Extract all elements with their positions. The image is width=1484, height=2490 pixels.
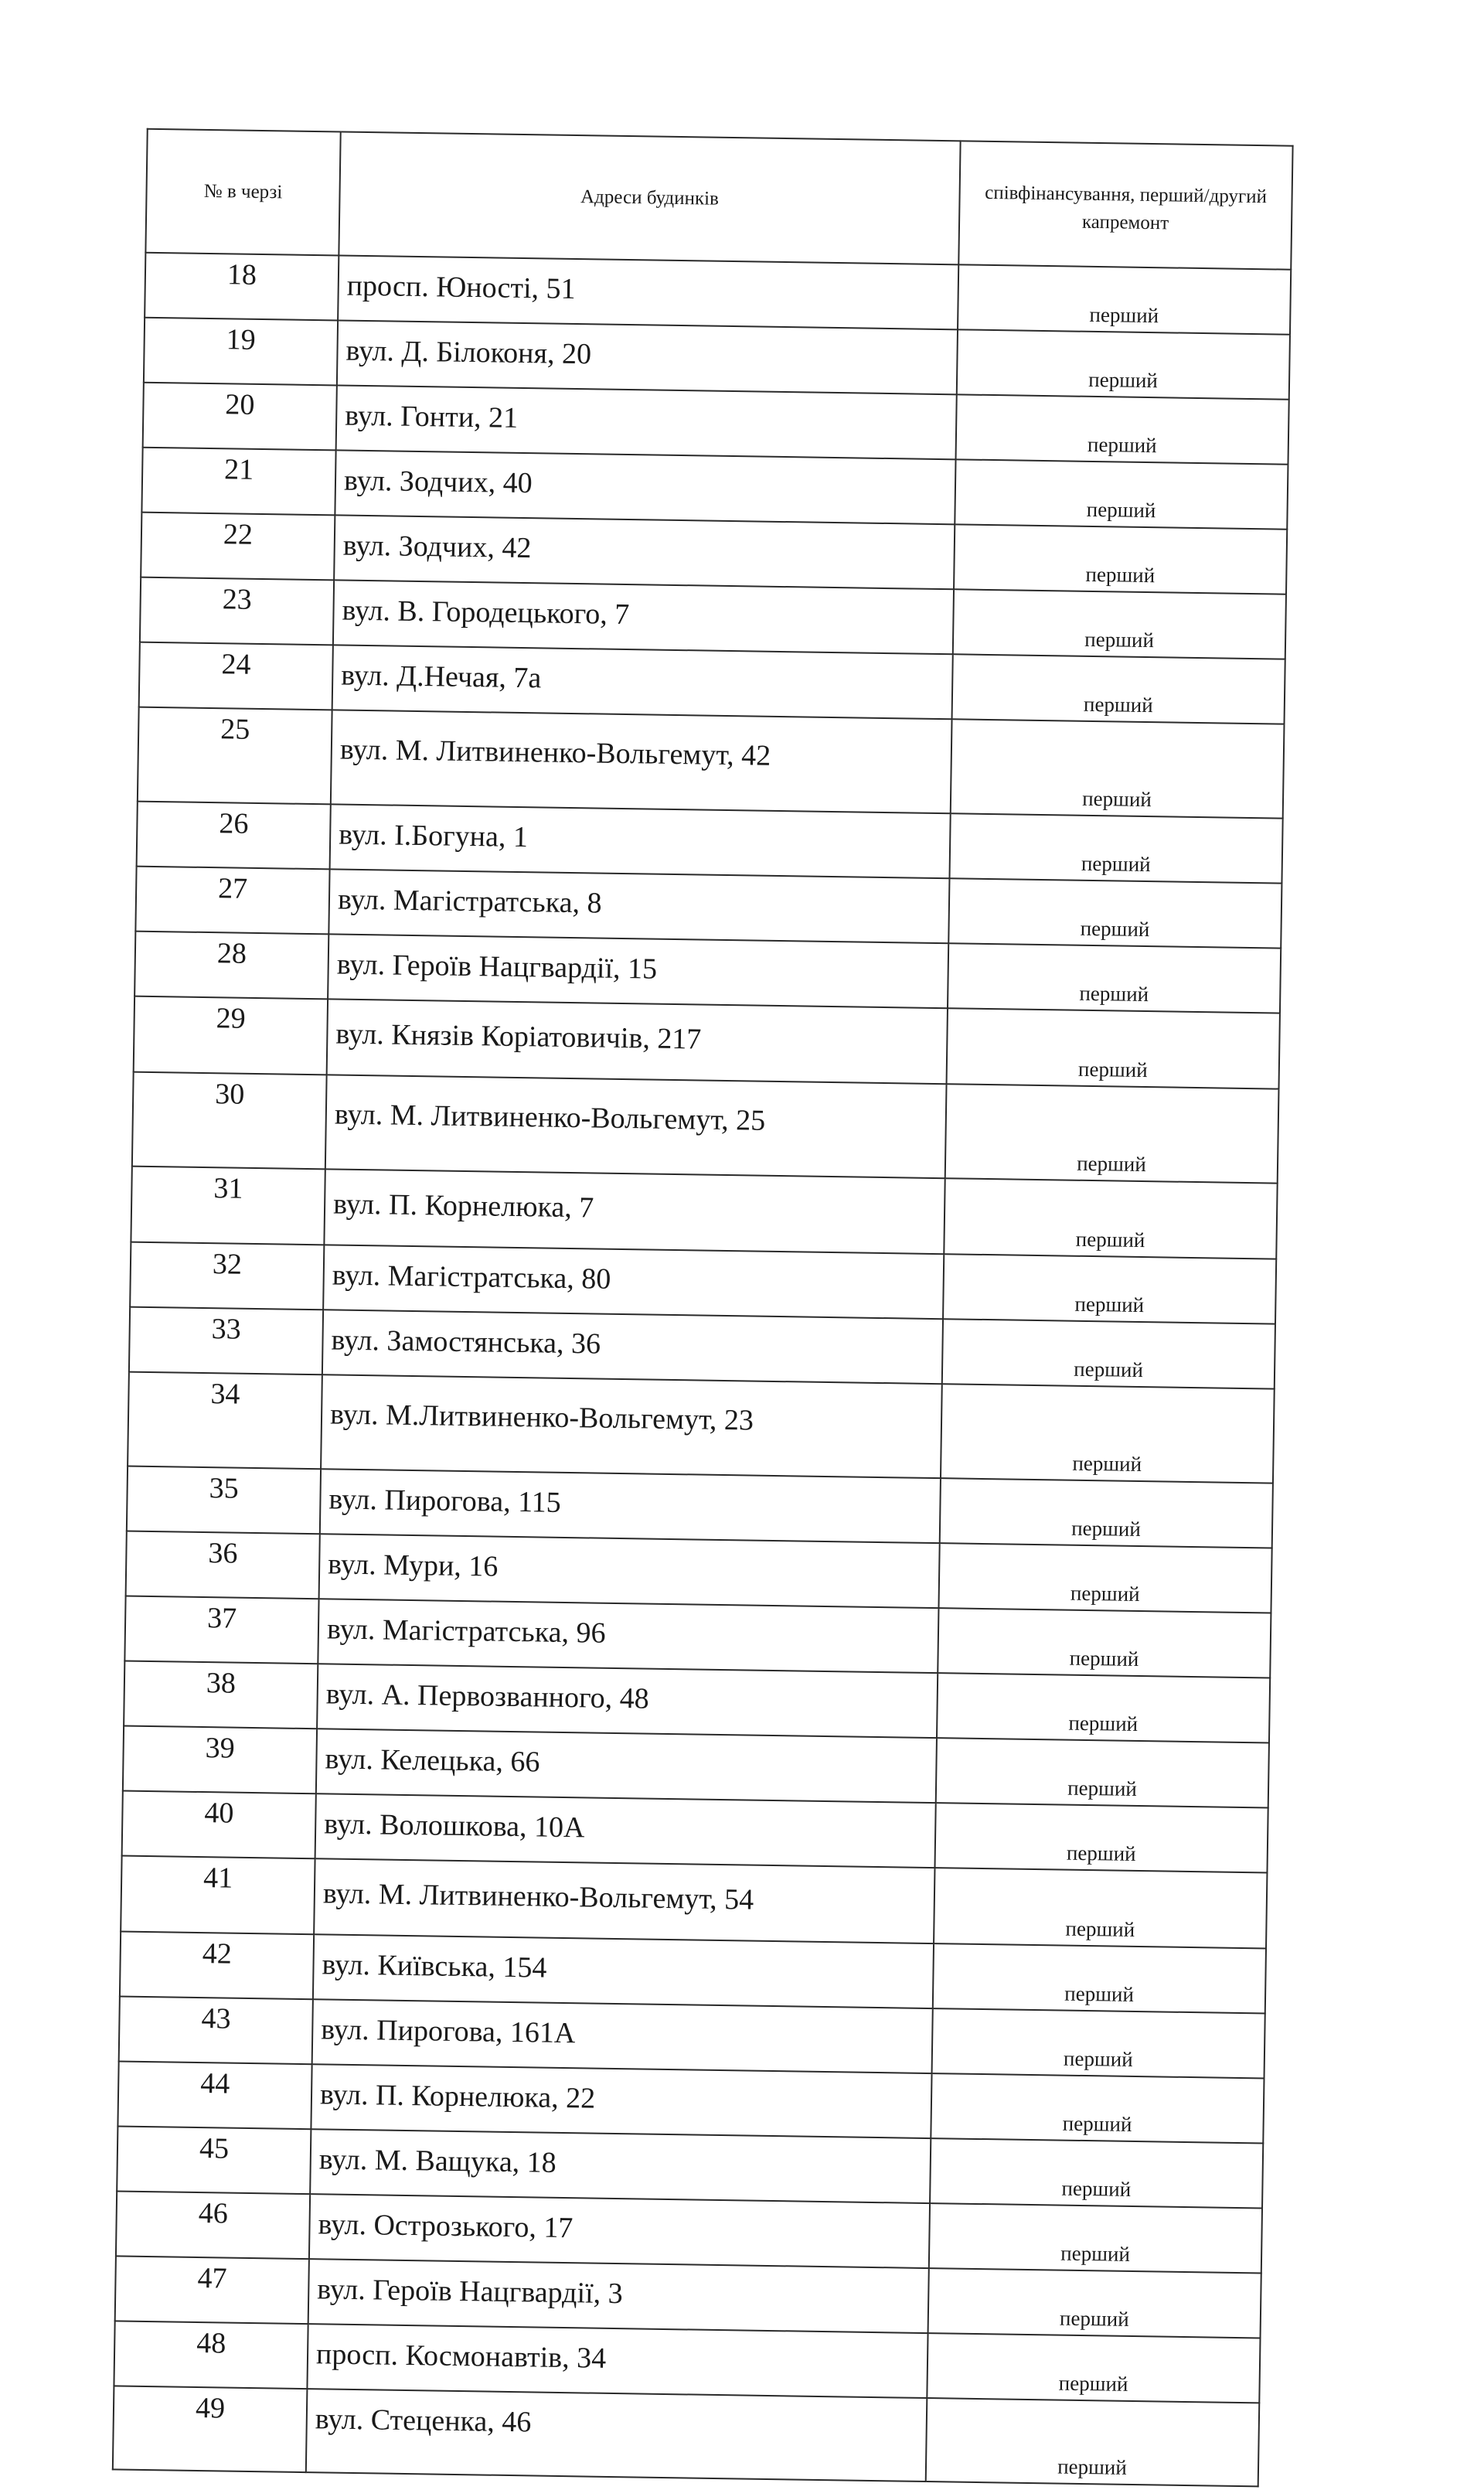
- cofinancing-cell: перший: [929, 2203, 1262, 2273]
- cofinancing-cell: перший: [943, 1254, 1276, 1323]
- address-cell: вул. Зодчих, 40: [335, 450, 955, 524]
- queue-number-cell: 30: [132, 1072, 327, 1170]
- address-cell: вул. Мури, 16: [319, 1534, 940, 1608]
- queue-number-cell: 40: [122, 1791, 316, 1859]
- cofinancing-cell: перший: [938, 1543, 1271, 1613]
- header-address: Адреси будинків: [339, 131, 960, 264]
- queue-number-cell: 43: [119, 1996, 313, 2064]
- address-cell: вул. Гонти, 21: [336, 385, 957, 459]
- queue-number-cell: 33: [129, 1307, 323, 1375]
- address-cell: вул. Д.Нечая, 7а: [332, 645, 953, 719]
- queue-number-cell: 35: [127, 1466, 321, 1535]
- cofinancing-cell: перший: [951, 719, 1285, 818]
- cofinancing-cell: перший: [937, 1673, 1270, 1742]
- address-cell: вул. П. Корнелюка, 22: [311, 2064, 931, 2138]
- address-cell: просп. Космонавтів, 34: [307, 2324, 928, 2398]
- address-cell: вул. Героїв Нацгвардії, 15: [328, 934, 948, 1008]
- cofinancing-cell: перший: [928, 2268, 1261, 2338]
- address-cell: вул. Замостянська, 36: [322, 1310, 943, 1384]
- table-row: [113, 2386, 1259, 2486]
- queue-number-cell: 37: [124, 1596, 318, 1664]
- cofinancing-cell: перший: [936, 1738, 1269, 1807]
- cofinancing-cell: перший: [956, 394, 1289, 464]
- address-cell: вул. Магістратська, 8: [328, 869, 949, 943]
- address-cell: вул. Д. Білоконя, 20: [337, 320, 958, 394]
- queue-number-cell: 26: [137, 802, 331, 870]
- address-cell: вул. М. Литвиненко-Вольгемут, 42: [331, 710, 952, 813]
- address-cell: вул. Зодчих, 42: [334, 515, 955, 589]
- cofinancing-cell: перший: [927, 2333, 1260, 2403]
- queue-number-cell: 49: [113, 2386, 308, 2472]
- queue-number-cell: 20: [143, 383, 337, 451]
- address-cell: вул. П. Корнелюка, 7: [324, 1169, 945, 1254]
- cofinancing-cell: перший: [931, 2073, 1264, 2143]
- cofinancing-cell: перший: [954, 524, 1287, 594]
- queue-number-cell: 27: [135, 867, 329, 935]
- cofinancing-cell: перший: [940, 1478, 1273, 1548]
- header-cofinancing: співфінансування, перший/другий капремонт: [958, 141, 1292, 269]
- queue-number-cell: 19: [144, 318, 338, 386]
- header-queue-number: № в черзі: [145, 129, 340, 256]
- cofinancing-cell: перший: [949, 813, 1282, 883]
- table-header-row: [145, 129, 1292, 270]
- cofinancing-cell: перший: [935, 1803, 1268, 1872]
- cofinancing-cell: перший: [933, 1943, 1266, 2013]
- cofinancing-cell: перший: [926, 2398, 1260, 2486]
- cofinancing-cell: перший: [938, 1608, 1271, 1678]
- address-cell: вул. М. Литвиненко-Вольгемут, 25: [325, 1075, 947, 1178]
- queue-number-cell: 42: [120, 1931, 314, 1999]
- queue-number-cell: 24: [139, 642, 333, 710]
- queue-number-cell: 32: [130, 1242, 324, 1310]
- cofinancing-cell: перший: [953, 589, 1286, 659]
- address-cell: вул. В. Городецького, 7: [333, 580, 954, 654]
- address-cell: вул. Пирогова, 161А: [312, 1999, 933, 2073]
- queue-number-cell: 47: [115, 2256, 309, 2324]
- cofinancing-cell: перший: [942, 1319, 1275, 1388]
- address-cell: вул. М. Литвиненко-Вольгемут, 54: [314, 1858, 934, 1943]
- address-cell: вул. І.Богуна, 1: [330, 804, 951, 878]
- table-body: [113, 253, 1291, 2487]
- cofinancing-cell: перший: [947, 1008, 1280, 1088]
- cofinancing-cell: перший: [958, 264, 1291, 334]
- queue-number-cell: 21: [141, 448, 335, 516]
- address-cell: просп. Юності, 51: [338, 255, 958, 329]
- queue-number-cell: 45: [117, 2126, 311, 2194]
- table-row: [128, 1372, 1275, 1483]
- address-cell: вул. Пирогова, 115: [320, 1469, 941, 1543]
- cofinancing-cell: перший: [957, 329, 1290, 399]
- queue-number-cell: 28: [134, 932, 328, 1000]
- queue-number-cell: 22: [141, 513, 335, 581]
- cofinancing-cell: перший: [930, 2138, 1263, 2208]
- queue-number-cell: 39: [123, 1726, 317, 1794]
- address-cell: вул. М. Ващука, 18: [310, 2129, 931, 2203]
- queue-number-cell: 46: [116, 2191, 310, 2259]
- address-cell: вул. Волошкова, 10А: [315, 1793, 936, 1868]
- address-cell: вул. А. Первозванного, 48: [317, 1664, 938, 1738]
- address-cell: вул. Київська, 154: [313, 1934, 934, 2008]
- table-row: [138, 707, 1285, 819]
- cofinancing-cell: перший: [941, 1384, 1275, 1483]
- queue-number-cell: 31: [131, 1167, 325, 1245]
- queue-number-cell: 18: [145, 253, 339, 321]
- address-cell: вул. Стеценка, 46: [306, 2389, 928, 2481]
- address-cell: вул. Келецька, 66: [316, 1729, 937, 1803]
- address-cell: вул. М.Литвиненко-Вольгемут, 23: [321, 1374, 942, 1478]
- queue-number-cell: 41: [121, 1856, 315, 1935]
- address-cell: вул. Магістратська, 96: [318, 1599, 938, 1673]
- queue-number-cell: 23: [140, 577, 334, 645]
- address-cell: вул. Героїв Нацгвардії, 3: [308, 2259, 929, 2333]
- address-cell: вул. Князів Коріатовичів, 217: [327, 999, 948, 1084]
- queue-number-cell: 48: [114, 2321, 308, 2389]
- cofinancing-cell: перший: [945, 1084, 1279, 1183]
- address-cell: вул. Острозького, 17: [309, 2194, 930, 2268]
- queue-number-cell: 36: [126, 1531, 320, 1599]
- address-cell: вул. Магістратська, 80: [323, 1245, 944, 1319]
- queue-number-cell: 38: [124, 1661, 318, 1729]
- queue-number-cell: 44: [117, 2061, 311, 2129]
- queue-number-cell: 29: [134, 996, 328, 1075]
- table-row: [132, 1072, 1279, 1184]
- queue-number-cell: 25: [138, 707, 332, 805]
- queue-number-cell: 34: [128, 1372, 322, 1470]
- cofinancing-cell: перший: [932, 2008, 1265, 2078]
- cofinancing-cell: перший: [948, 878, 1281, 948]
- cofinancing-cell: перший: [944, 1178, 1277, 1259]
- cofinancing-cell: перший: [948, 943, 1281, 1013]
- cofinancing-cell: перший: [952, 654, 1285, 724]
- housing-queue-table: [112, 128, 1294, 2488]
- cofinancing-cell: перший: [955, 459, 1288, 529]
- cofinancing-cell: перший: [934, 1868, 1267, 1948]
